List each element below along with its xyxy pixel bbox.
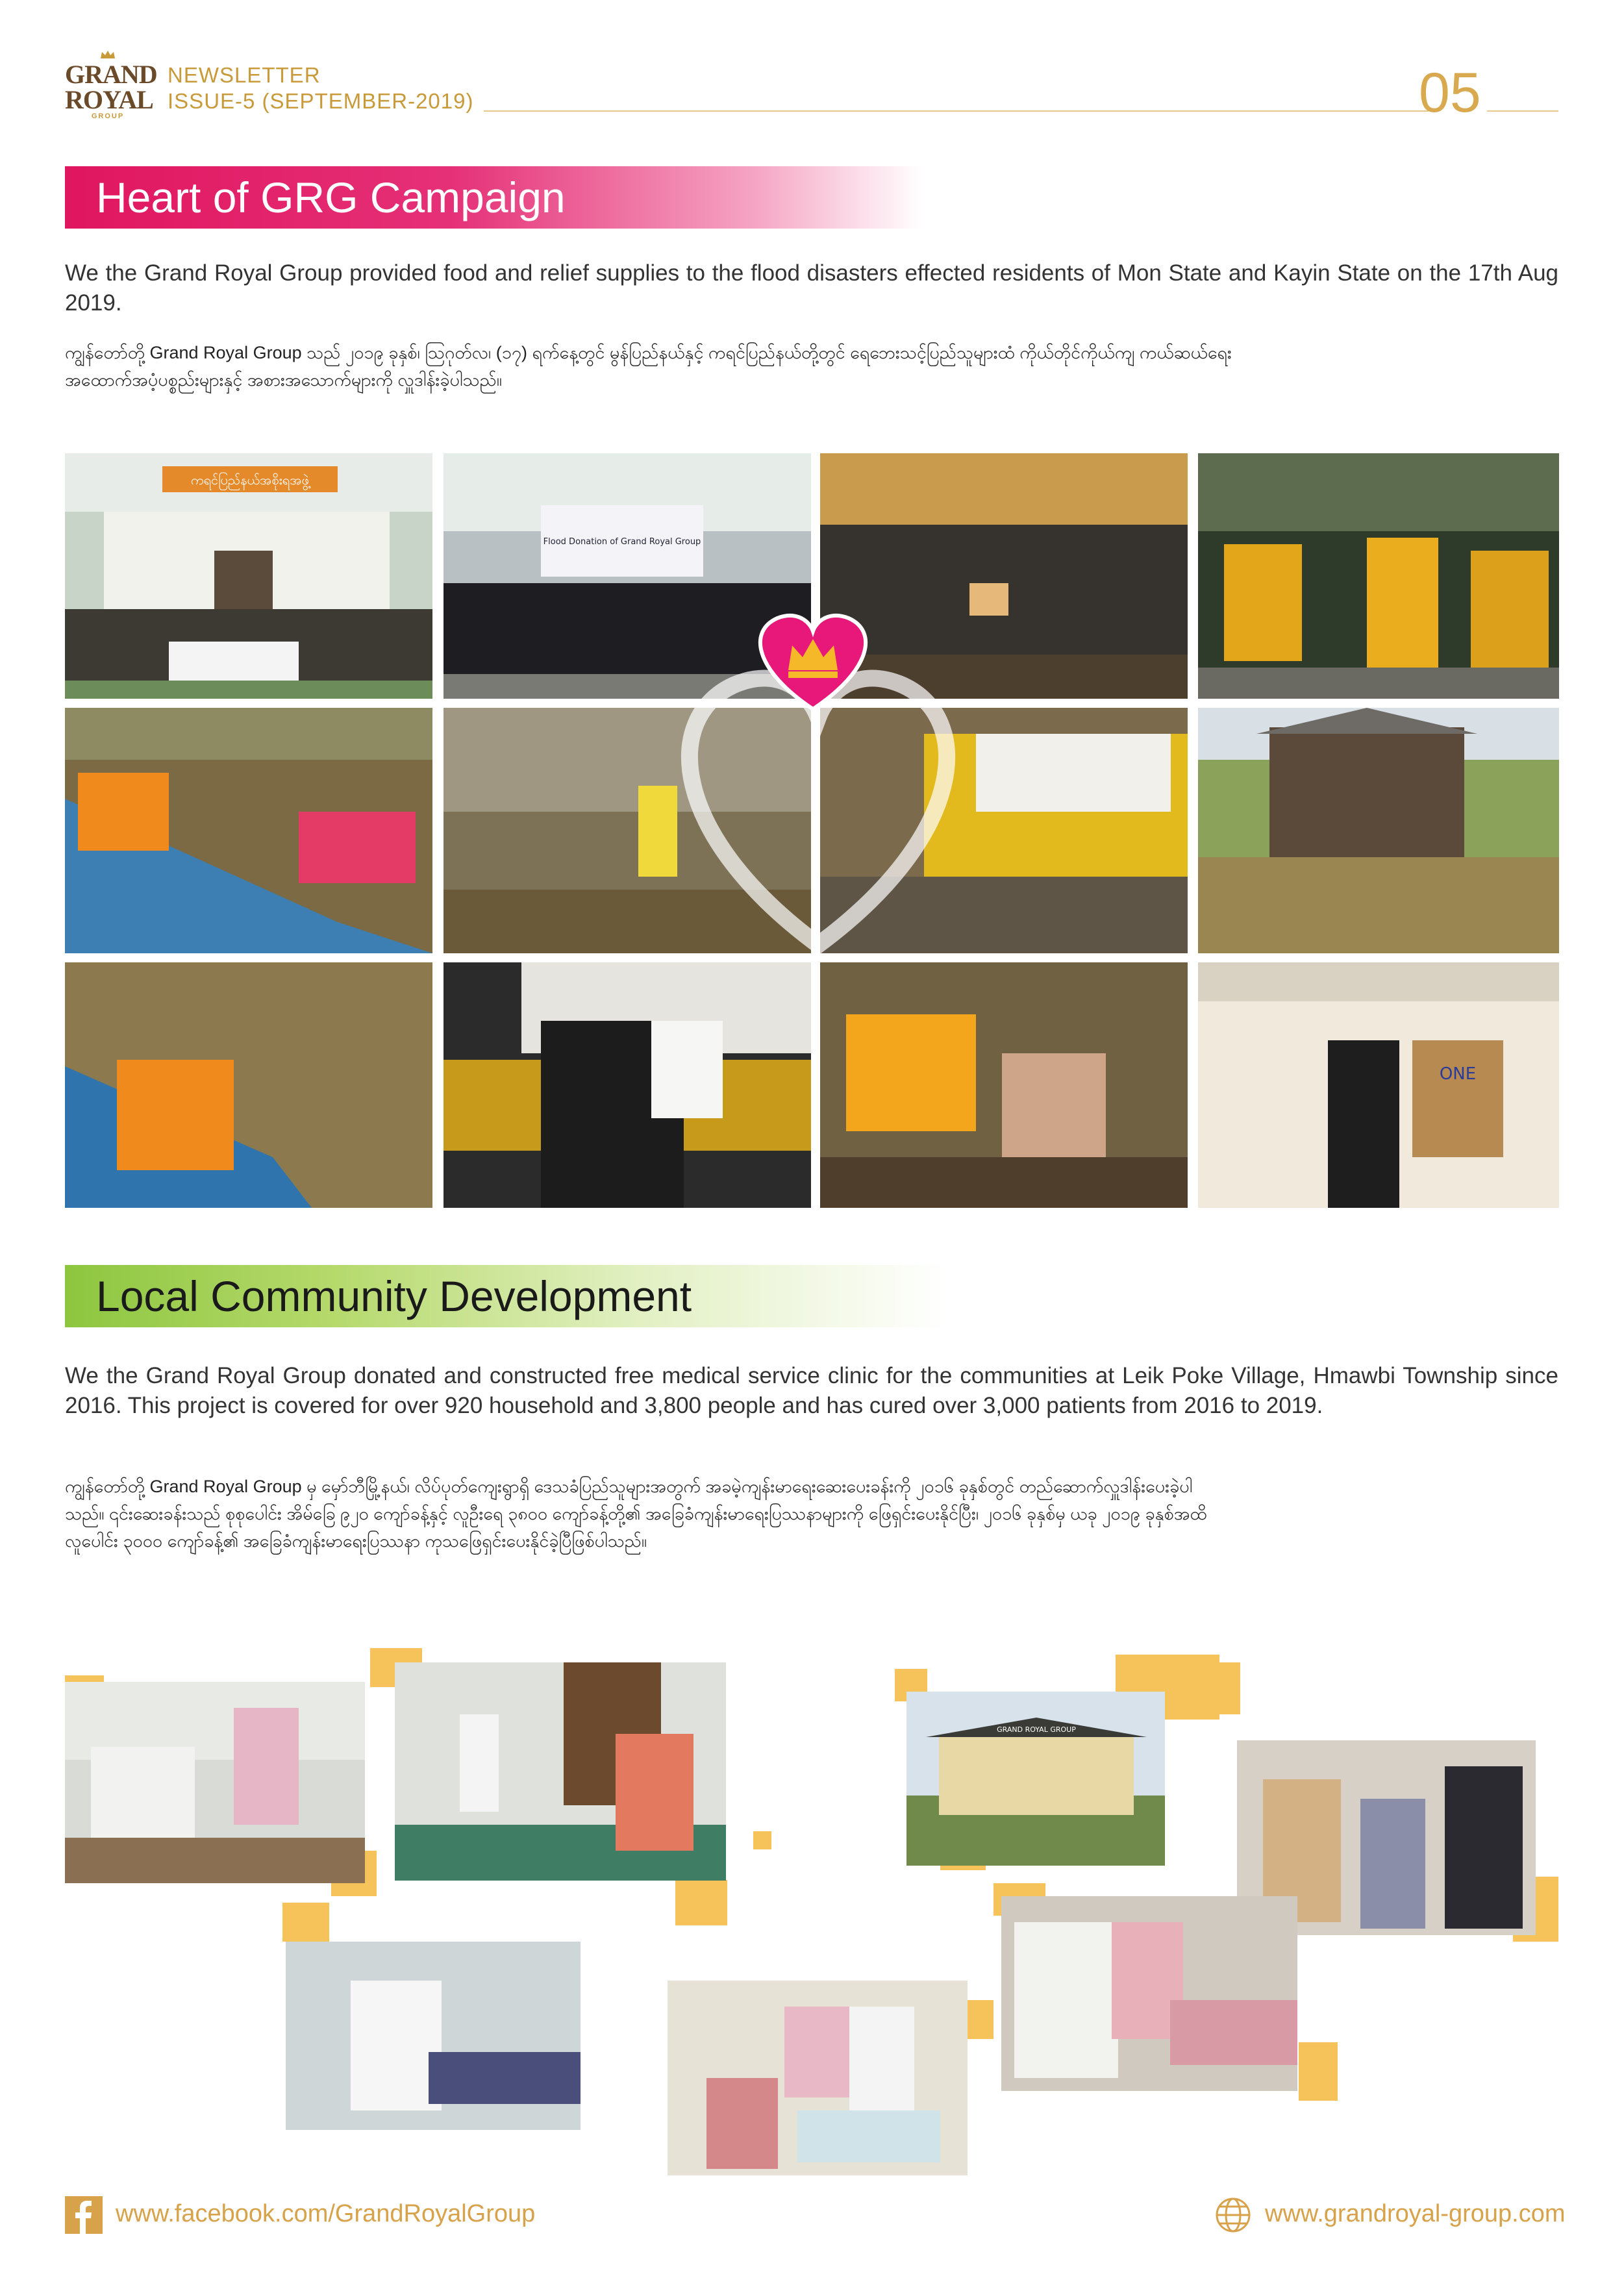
crown-icon bbox=[100, 50, 116, 59]
community-burmese-line: လူပေါင်း ၃၀၀၀ ကျော်ခန့်၏ အခြေခံကျန်းမာရေးပြဿနာ ကုသဖြေရှင်းပေးနိုင်ခဲ့ပြီဖြစ်ပါသည်။ bbox=[65, 1531, 647, 1551]
newsletter-heading bbox=[168, 62, 473, 114]
facebook-icon[interactable] bbox=[65, 2196, 103, 2234]
campaign-english-paragraph bbox=[65, 258, 1558, 318]
decorative-square bbox=[1299, 2042, 1338, 2101]
box-label: ONE bbox=[1439, 1064, 1477, 1084]
campaign-burmese-line: အထောက်အပံ့ပစ္စည်းများနှင့် အစားအသောက်များကို လှူဒါန်းခဲ့ပါသည်။ bbox=[65, 370, 502, 390]
photo-boat-delivery-2 bbox=[65, 962, 432, 1208]
decorative-square bbox=[675, 1880, 727, 1925]
campaign-english-text: We the Grand Royal Group provided food and relief supplies to the flood disasters effected residents of Mon State and Kayin State on the 17th Aug 2019. bbox=[65, 260, 1558, 316]
globe-icon[interactable] bbox=[1214, 2196, 1252, 2234]
photo-flooded-house bbox=[1198, 708, 1559, 953]
campaign-burmese-paragraph bbox=[65, 339, 1558, 394]
heart-crown-badge bbox=[748, 605, 878, 716]
photo-boat-delivery-1 bbox=[65, 708, 432, 953]
facebook-link[interactable]: www.facebook.com/GrandRoyalGroup bbox=[116, 2200, 536, 2227]
campaign-burmese-line: ကျွန်တော်တို့ Grand Royal Group သည် ၂၀၁၉ ခုနှစ်၊ ဩဂုတ်လ၊ (၁၇) ရက်နေ့တွင် မွန်ပြည်နယ်နှင့် ကရင်ပြည်နယ်တို့တွင် ရေဘေးသင့်ပြည်သူများထံ ကိုယ်တိုင်ကိုယ်ကျ ကယ်ဆယ်ရေး bbox=[65, 343, 1232, 362]
website-link[interactable]: www.grandroyal-group.com bbox=[1265, 2200, 1566, 2227]
logo-word-royal: ROYAL bbox=[65, 85, 153, 114]
photo-rice-bag-carrier bbox=[443, 962, 811, 1208]
community-english-paragraph bbox=[65, 1361, 1558, 1421]
grand-royal-logo bbox=[65, 60, 157, 127]
decorative-square bbox=[1195, 1662, 1240, 1714]
donation-banner-text: Flood Donation of Grand Royal Group bbox=[543, 537, 701, 547]
photo-government-building-group bbox=[65, 453, 432, 699]
building-banner-text: ကရင်ပြည်နယ်အစိုးရအဖွဲ့ bbox=[191, 472, 309, 488]
logo-word-grand: GRAND bbox=[65, 60, 157, 89]
issue-label: ISSUE-5 (SEPTEMBER-2019) bbox=[168, 89, 474, 113]
decorative-square bbox=[753, 1831, 771, 1849]
clinic-sign-text: GRAND ROYAL GROUP bbox=[997, 1725, 1076, 1734]
photo-carrying-boxes bbox=[1198, 962, 1559, 1208]
decorative-square bbox=[282, 1903, 329, 1942]
header-divider-right bbox=[1487, 110, 1558, 112]
campaign-section-title: Heart of GRG Campaign bbox=[65, 166, 922, 229]
community-english-text: We the Grand Royal Group donated and constructed free medical service clinic for the communities at Leik Poke Village, Hmawbi Township since 2016. This project is covered for over 920 household and 3,800 people and has cured over 3,000 patients from 2016 to 2019. bbox=[65, 1363, 1558, 1418]
page-number: 05 bbox=[1419, 62, 1481, 124]
photo-doctor-examining-patient bbox=[286, 1942, 581, 2130]
community-burmese-line: ကျွန်တော်တို့ Grand Royal Group မှ မှော်ဘီမြို့နယ်၊ လိပ်ပုတ်ကျေးရွာရှိ ဒေသခံပြည်သူများအတွက် အခမဲ့ကျန်းမာရေးဆေးပေးခန်းကို ၂၀၁၆ ခုနှစ်တွင် တည်ဆောက်လှူဒါန်းပေးခဲ့ပါ bbox=[65, 1477, 1193, 1496]
logo-word-group: GROUP bbox=[91, 112, 125, 120]
newsletter-label: NEWSLETTER bbox=[168, 63, 321, 87]
community-burmese-paragraph bbox=[65, 1473, 1558, 1555]
photo-medicine-distribution bbox=[668, 1981, 968, 2175]
community-burmese-line: သည်။ ၎င်းဆေးခန်းသည် စုစုပေါင်း အိမ်ခြေ ၉၂၀ ကျော်ခန့်နှင့် လူဦးရေ ၃၈၀၀ ကျော်ခန့်တို့၏ အခြေခံကျန်းမာရေးပြဿနာများကို ဖြေရှင်းပေးနိုင်ပြီး၊ ၂၀၁၆ ခုနှစ်မှ ယခု ၂၀၁၉ ခုနှစ်အထိ bbox=[65, 1504, 1207, 1523]
photo-clinic-doctor-bp-check bbox=[65, 1682, 365, 1883]
community-section-title: Local Community Development bbox=[65, 1265, 948, 1327]
photo-clinic-waiting-patients bbox=[395, 1662, 726, 1881]
photo-doctor-treating-arm bbox=[1001, 1896, 1297, 2091]
photo-boat-with-child bbox=[820, 962, 1188, 1208]
photo-clinic-building bbox=[906, 1692, 1165, 1866]
photo-relief-team-yellow-jackets bbox=[1198, 453, 1559, 699]
header-divider bbox=[484, 110, 1429, 112]
